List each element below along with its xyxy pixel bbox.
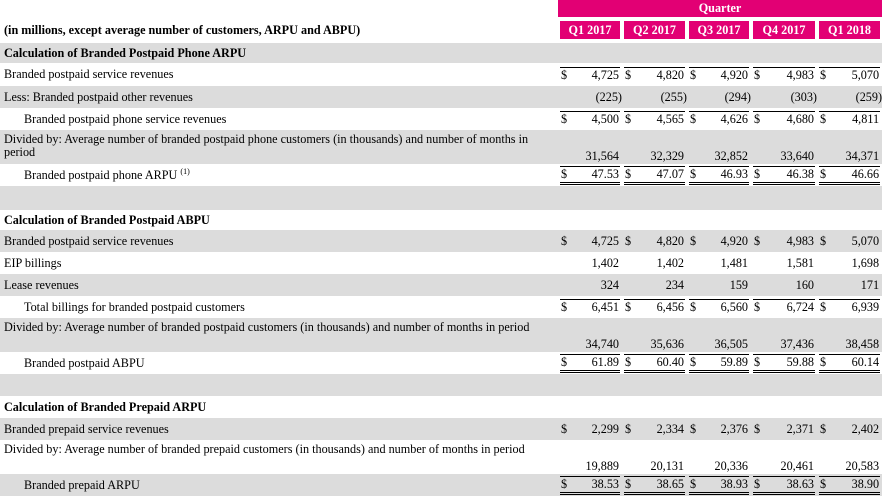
- currency-symbol: $: [561, 112, 568, 126]
- value-text: 37,436: [780, 337, 814, 351]
- value-text: 4,811: [852, 112, 880, 126]
- currency-symbol: $: [561, 233, 568, 248]
- row-label: [0, 164, 558, 186]
- value-text: 324: [600, 277, 619, 292]
- value-cell: [558, 130, 622, 164]
- value-text: 159: [729, 277, 748, 292]
- value-cell: [751, 230, 817, 252]
- section-title-row: [0, 396, 882, 418]
- row-label-text: Branded prepaid service revenues: [4, 421, 169, 436]
- value-text: 20,461: [780, 459, 814, 473]
- currency-symbol: $: [754, 300, 761, 314]
- value-cell: [622, 86, 687, 108]
- table-row: [0, 440, 882, 474]
- value-cell: [622, 108, 687, 130]
- value-cell: [751, 352, 817, 374]
- footnote-marker: (1): [180, 166, 190, 176]
- value-text: 38.93: [720, 476, 748, 491]
- currency-symbol: $: [625, 354, 632, 369]
- value-text: 4,920: [720, 67, 748, 82]
- currency-symbol: $: [820, 476, 827, 491]
- row-label-text: Branded postpaid service revenues: [4, 67, 174, 81]
- value-text: 4,565: [656, 112, 684, 126]
- table-row: [0, 108, 882, 130]
- value-cell: [558, 164, 622, 186]
- currency-symbol: $: [754, 421, 761, 436]
- table-row: [0, 230, 882, 252]
- value-cell: [622, 63, 687, 86]
- currency-symbol: $: [625, 233, 632, 248]
- value-text: 59.88: [786, 354, 814, 369]
- currency-symbol: $: [690, 354, 697, 369]
- value-text: 47.53: [591, 166, 619, 181]
- value-text: 47.07: [656, 166, 684, 181]
- value-cell: [687, 418, 751, 440]
- value-cell: [558, 63, 622, 86]
- value-text: 60.40: [656, 354, 684, 369]
- value-cell: [751, 130, 817, 164]
- value-text: 36,505: [714, 337, 748, 351]
- value-cell: [751, 296, 817, 318]
- value-text: 1,402: [656, 255, 684, 270]
- value-text: 38.90: [851, 476, 880, 491]
- row-label-text: Branded prepaid ARPU: [24, 477, 140, 492]
- value-cell: [751, 164, 817, 186]
- quarter-header-row: [0, 0, 882, 17]
- value-cell: [622, 252, 687, 274]
- currency-symbol: $: [625, 112, 632, 126]
- currency-symbol: $: [690, 476, 697, 491]
- value-text: 46.66: [851, 166, 880, 181]
- currency-symbol: $: [754, 354, 761, 369]
- value-cell: [817, 418, 882, 440]
- currency-symbol: $: [561, 300, 568, 314]
- value-text: 20,131: [650, 459, 684, 473]
- column-header-q4-2017: Q4 2017: [753, 21, 815, 39]
- row-label: [0, 63, 558, 86]
- value-cell: [687, 352, 751, 374]
- value-text: 38.53: [591, 476, 619, 491]
- value-cell: [622, 274, 687, 296]
- value-text: 2,299: [591, 421, 619, 436]
- value-text: 6,560: [720, 300, 748, 314]
- currency-symbol: $: [561, 476, 568, 491]
- currency-symbol: $: [754, 233, 761, 248]
- currency-symbol: $: [754, 476, 761, 491]
- value-text: 20,583: [845, 459, 880, 473]
- table-row: [0, 318, 882, 352]
- value-cell: [687, 86, 751, 108]
- table-row: [0, 352, 882, 374]
- value-cell: [622, 418, 687, 440]
- value-cell: [817, 130, 882, 164]
- value-cell: [622, 164, 687, 186]
- table-row: [0, 130, 882, 164]
- value-cell: [622, 296, 687, 318]
- value-text: 34,740: [585, 337, 619, 351]
- currency-symbol: $: [820, 354, 827, 369]
- value-cell: [622, 440, 687, 474]
- value-cell: [751, 474, 817, 496]
- value-cell: [751, 440, 817, 474]
- currency-symbol: $: [561, 354, 568, 369]
- value-text: 1,698: [851, 255, 880, 270]
- value-text: 1,581: [786, 255, 814, 270]
- section-title: Calculation of Branded Postpaid Phone ARPU: [0, 43, 558, 63]
- value-cell: [558, 474, 622, 496]
- value-text: 19,889: [585, 459, 619, 473]
- value-cell: [817, 318, 882, 352]
- value-text: 2,376: [720, 421, 748, 436]
- value-cell: [622, 474, 687, 496]
- value-cell: [751, 418, 817, 440]
- column-header-row: [0, 17, 882, 43]
- table-row: [0, 86, 882, 108]
- currency-symbol: $: [625, 67, 632, 82]
- value-cell: [817, 252, 882, 274]
- row-label: [0, 108, 558, 130]
- value-cell: [817, 63, 882, 86]
- currency-symbol: $: [690, 233, 697, 248]
- currency-symbol: $: [820, 421, 827, 436]
- row-label: [0, 296, 558, 318]
- table-title: (in millions, except average number of customers, ARPU and ABPU): [4, 22, 361, 37]
- row-label-text: Total billings for branded postpaid customers: [24, 299, 245, 314]
- value-text: 5,070: [851, 233, 880, 248]
- value-cell: [817, 164, 882, 186]
- value-cell: [558, 86, 622, 108]
- value-text: 2,371: [786, 421, 814, 436]
- row-label: [0, 130, 558, 164]
- column-header-q2-2017: Q2 2017: [624, 21, 685, 39]
- row-label-text: Branded postpaid ABPU: [24, 355, 145, 370]
- value-cell: [817, 274, 882, 296]
- currency-symbol: $: [820, 300, 827, 314]
- table-row: [0, 252, 882, 274]
- table-row: [0, 164, 882, 186]
- value-text: (255): [660, 89, 687, 104]
- value-cell: [751, 274, 817, 296]
- row-label: [0, 318, 558, 352]
- currency-symbol: $: [561, 166, 568, 181]
- value-text: 6,939: [851, 300, 880, 314]
- value-text: 4,920: [720, 233, 748, 248]
- currency-symbol: $: [690, 112, 697, 126]
- value-text: 4,680: [786, 112, 814, 126]
- value-cell: [751, 86, 817, 108]
- value-cell: [687, 230, 751, 252]
- row-label-text: Divided by: Average number of branded prepaid customers (in thousands) and number of months in period: [4, 442, 525, 456]
- currency-symbol: $: [754, 67, 761, 82]
- currency-symbol: $: [625, 166, 632, 181]
- value-text: 34,371: [845, 149, 880, 163]
- quarter-label: Quarter: [558, 0, 882, 17]
- value-text: 6,724: [786, 300, 814, 314]
- value-text: 32,852: [714, 149, 748, 163]
- value-cell: [751, 318, 817, 352]
- value-text: 5,070: [851, 67, 880, 82]
- value-text: (294): [724, 89, 751, 104]
- value-text: 6,451: [591, 300, 619, 314]
- row-label: [0, 86, 558, 108]
- value-text: 4,820: [656, 67, 684, 82]
- value-cell: [558, 252, 622, 274]
- value-text: 32,329: [650, 149, 684, 163]
- value-text: (259): [855, 89, 882, 104]
- currency-symbol: $: [690, 67, 697, 82]
- row-label-text: Branded postpaid phone ARPU: [24, 168, 178, 183]
- currency-symbol: $: [820, 233, 827, 248]
- row-label: [0, 274, 558, 296]
- value-cell: [558, 108, 622, 130]
- value-text: 59.89: [720, 354, 748, 369]
- row-label-text: Divided by: Average number of branded postpaid phone customers (in thousands) and number of months in period: [4, 132, 529, 159]
- value-cell: [751, 108, 817, 130]
- value-text: 61.89: [591, 354, 619, 369]
- value-cell: [558, 296, 622, 318]
- section-title: Calculation of Branded Postpaid ABPU: [4, 212, 210, 227]
- table-row: [0, 474, 882, 496]
- value-cell: [687, 164, 751, 186]
- value-text: 4,983: [786, 67, 814, 82]
- section-title-row: [0, 43, 882, 63]
- row-label-text: Branded postpaid phone service revenues: [24, 111, 227, 126]
- value-cell: [687, 252, 751, 274]
- value-text: 1,402: [591, 255, 619, 270]
- value-cell: [687, 130, 751, 164]
- value-cell: [558, 418, 622, 440]
- value-text: 31,564: [585, 149, 619, 163]
- value-text: 38,458: [845, 337, 880, 351]
- currency-symbol: $: [690, 166, 697, 181]
- value-cell: [751, 63, 817, 86]
- value-text: 171: [860, 277, 880, 292]
- currency-symbol: $: [625, 421, 632, 436]
- value-text: 4,725: [591, 67, 619, 82]
- table-row: [0, 274, 882, 296]
- currency-symbol: $: [690, 421, 697, 436]
- value-text: 2,334: [656, 421, 684, 436]
- currency-symbol: $: [625, 300, 632, 314]
- value-cell: [622, 130, 687, 164]
- currency-symbol: $: [754, 166, 761, 181]
- value-text: 6,456: [656, 300, 684, 314]
- value-text: 4,500: [591, 112, 619, 126]
- value-cell: [687, 63, 751, 86]
- value-text: 4,983: [786, 233, 814, 248]
- value-cell: [687, 440, 751, 474]
- value-text: 234: [665, 277, 684, 292]
- value-cell: [817, 440, 882, 474]
- value-cell: [817, 230, 882, 252]
- value-text: 4,820: [656, 233, 684, 248]
- currency-symbol: $: [820, 67, 827, 82]
- value-cell: [817, 352, 882, 374]
- value-cell: [558, 318, 622, 352]
- value-cell: [622, 230, 687, 252]
- column-header-q1-2017: Q1 2017: [560, 21, 620, 39]
- table-row: [0, 63, 882, 86]
- currency-symbol: $: [690, 300, 697, 314]
- value-cell: [817, 474, 882, 496]
- value-cell: [817, 86, 882, 108]
- row-label: [0, 252, 558, 274]
- currency-symbol: $: [561, 67, 568, 82]
- table-row: [0, 418, 882, 440]
- spacer-row: [0, 186, 882, 210]
- value-text: 35,636: [650, 337, 684, 351]
- value-cell: [558, 352, 622, 374]
- value-text: (225): [595, 89, 622, 104]
- currency-symbol: $: [625, 476, 632, 491]
- value-cell: [622, 318, 687, 352]
- value-text: 33,640: [780, 149, 814, 163]
- currency-symbol: $: [561, 421, 568, 436]
- currency-symbol: $: [754, 112, 761, 126]
- table-row: [0, 296, 882, 318]
- row-label: [0, 474, 558, 496]
- currency-symbol: $: [820, 112, 827, 126]
- row-label-text: Less: Branded postpaid other revenues: [4, 89, 193, 104]
- row-label: [0, 230, 558, 252]
- value-cell: [751, 252, 817, 274]
- value-cell: [558, 230, 622, 252]
- row-label-text: Lease revenues: [4, 277, 79, 292]
- value-cell: [687, 474, 751, 496]
- value-cell: [817, 108, 882, 130]
- value-cell: [558, 440, 622, 474]
- value-cell: [687, 296, 751, 318]
- value-text: 46.38: [786, 166, 814, 181]
- value-cell: [622, 352, 687, 374]
- value-text: 2,402: [851, 421, 880, 436]
- row-label: [0, 352, 558, 374]
- value-text: 38.65: [656, 476, 684, 491]
- section-title: Calculation of Branded Prepaid ARPU: [4, 399, 207, 414]
- row-label-text: EIP billings: [4, 255, 62, 270]
- row-label-text: Branded postpaid service revenues: [4, 233, 174, 248]
- value-text: 20,336: [714, 459, 748, 473]
- value-cell: [687, 108, 751, 130]
- value-cell: [687, 318, 751, 352]
- column-header-q1-2018: Q1 2018: [819, 21, 880, 39]
- section-title-row: [0, 210, 882, 230]
- value-text: 160: [795, 277, 814, 292]
- row-label: [0, 418, 558, 440]
- column-header-q3-2017: Q3 2017: [689, 21, 749, 39]
- value-text: 4,725: [591, 233, 619, 248]
- row-label: [0, 440, 558, 474]
- value-text: 1,481: [720, 255, 748, 270]
- row-label-text: Divided by: Average number of branded postpaid customers (in thousands) and number of months in period: [4, 320, 530, 334]
- value-text: 46.93: [720, 166, 748, 181]
- value-text: 4,626: [720, 112, 748, 126]
- value-text: (303): [790, 89, 817, 104]
- value-cell: [817, 296, 882, 318]
- value-cell: [687, 274, 751, 296]
- value-text: 38.63: [786, 476, 814, 491]
- currency-symbol: $: [820, 166, 827, 181]
- spacer-row: [0, 374, 882, 396]
- value-text: 60.14: [851, 354, 880, 369]
- value-cell: [558, 274, 622, 296]
